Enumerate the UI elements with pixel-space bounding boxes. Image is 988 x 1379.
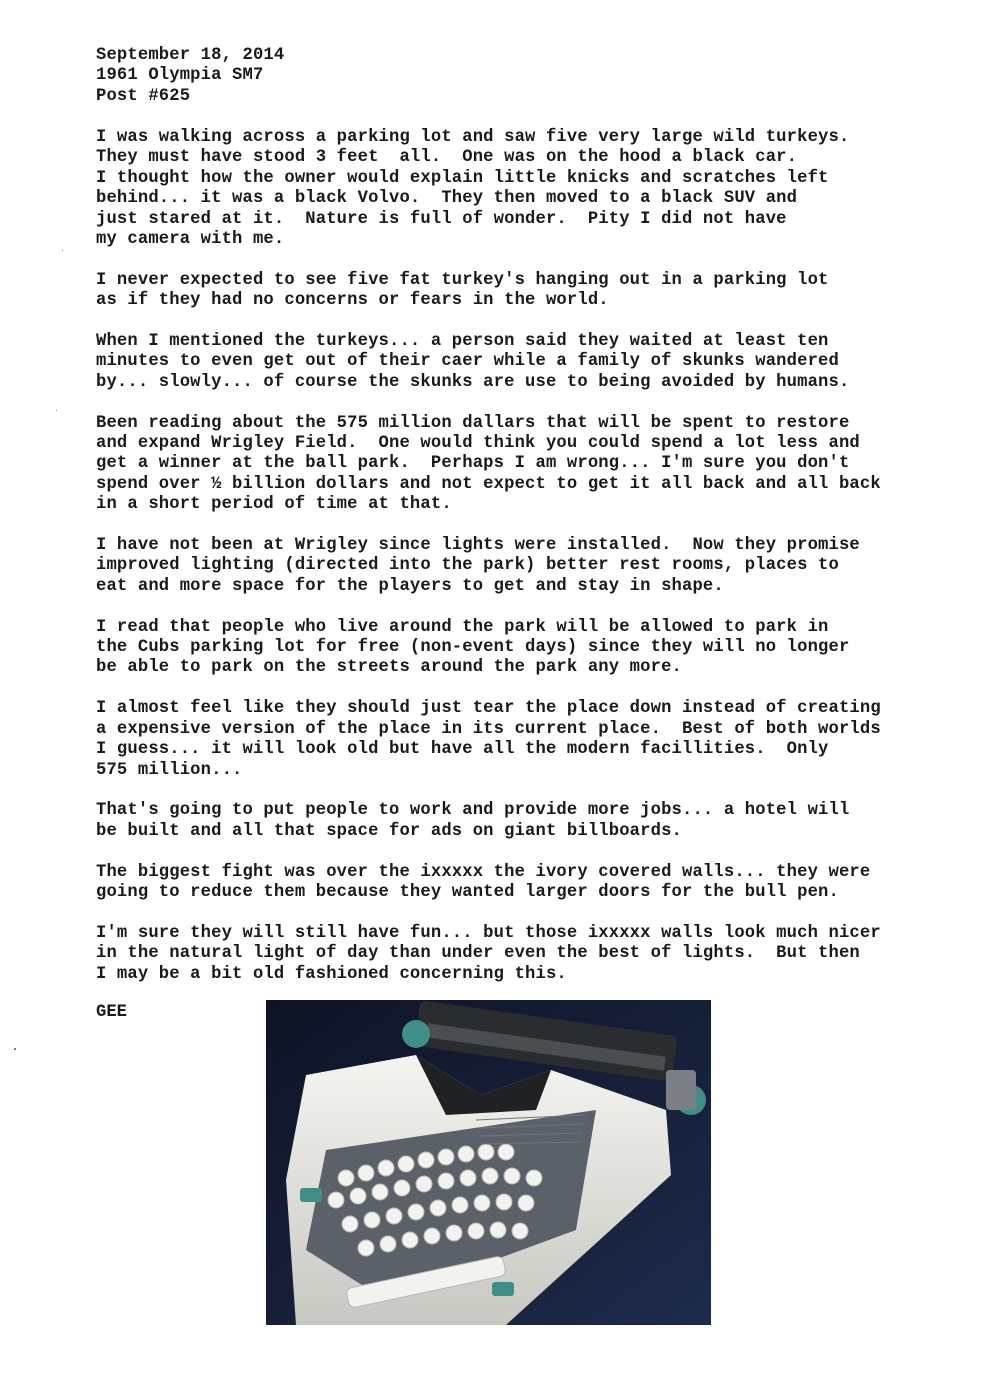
- text-line: I'm sure they will still have fun... but those ixxxxx walls look much nicer: [96, 923, 881, 943]
- text-line: The biggest fight was over the ixxxxx the ivory covered walls... they were: [96, 862, 871, 882]
- text-line: be built and all that space for ads on giant billboards.: [96, 821, 682, 841]
- text-line: as if they had no concerns or fears in the world.: [96, 291, 609, 311]
- text-line: in the natural light of day than under even the best of lights. But then: [96, 944, 860, 964]
- text-line: spend over ½ billion dollars and not expect to get it all back and all back: [96, 474, 881, 494]
- typewriter-photo: [266, 1000, 711, 1325]
- text-line: 575 million...: [96, 760, 243, 780]
- text-line: eat and more space for the players to get and stay in shape.: [96, 576, 724, 596]
- text-line: and expand Wrigley Field. One would think you could spend a lot less and: [96, 434, 860, 454]
- text-line: be able to park on the streets around the park any more.: [96, 658, 682, 678]
- text-line: They must have stood 3 feet all. One was on the hood a black car.: [96, 148, 798, 168]
- text-line: I have not been at Wrigley since lights were installed. Now they promise: [96, 536, 860, 556]
- text-line: a expensive version of the place in its current place. Best of both worlds: [96, 719, 881, 739]
- letter-paragraph: [96, 618, 956, 679]
- text-line: I was walking across a parking lot and saw five very large wild turkeys.: [96, 128, 850, 147]
- text-line: I read that people who live around the park will be allowed to park in: [96, 617, 829, 637]
- text-line: just stared at it. Nature is full of wonder. Pity I did not have: [96, 209, 787, 229]
- letter-paragraph: [96, 332, 956, 393]
- text-line: I guess... it will look old but have all the modern facillities. Only: [96, 740, 829, 760]
- text-line: When I mentioned the turkeys... a person said they waited at least ten: [96, 332, 829, 352]
- text-line: I may be a bit old fashioned concerning this.: [96, 964, 567, 984]
- text-line: behind... it was a black Volvo. They then moved to a black SUV and: [96, 189, 798, 209]
- text-line: going to reduce them because they wanted larger doors for the bull pen.: [96, 882, 839, 902]
- text-line: minutes to even get out of their caer while a family of skunks wandered: [96, 352, 839, 372]
- paper-speck: [56, 410, 57, 411]
- letter-paragraph: [96, 128, 956, 250]
- text-line: I thought how the owner would explain little knicks and scratches left: [96, 168, 829, 188]
- letter-paragraph: [96, 271, 956, 312]
- header-date: September 18, 2014: [96, 46, 285, 65]
- typewriter-illustration: [266, 1000, 711, 1325]
- letter-paragraph: [96, 924, 956, 985]
- paper-speck: [14, 1048, 16, 1050]
- letter-header: [96, 46, 284, 107]
- letter-paragraph: [96, 801, 956, 842]
- paper-speck: [62, 250, 63, 251]
- header-typewriter: 1961 Olympia SM7: [96, 66, 264, 86]
- text-line: That's going to put people to work and provide more jobs... a hotel will: [96, 801, 850, 821]
- text-line: I never expected to see five fat turkey's hanging out in a parking lot: [96, 270, 829, 290]
- text-line: get a winner at the ball park. Perhaps I am wrong... I'm sure you don't: [96, 454, 850, 474]
- letter-paragraph: [96, 699, 956, 781]
- text-line: I almost feel like they should just tear the place down instead of creating: [96, 699, 881, 719]
- letter-paragraph: [96, 414, 956, 516]
- text-line: by... slowly... of course the skunks are use to being avoided by humans.: [96, 372, 850, 392]
- text-line: improved lighting (directed into the park) better rest rooms, places to: [96, 556, 839, 576]
- text-line: Been reading about the 575 million dallars that will be spent to restore: [96, 413, 850, 433]
- text-line: in a short period of time at that.: [96, 495, 452, 515]
- letter-paragraph: [96, 863, 956, 904]
- signature: GEE: [96, 1003, 127, 1022]
- letter-body: [96, 128, 956, 1005]
- header-post-number: Post #625: [96, 86, 191, 106]
- text-line: the Cubs parking lot for free (non-event days) since they will no longer: [96, 638, 850, 658]
- letter-paragraph: [96, 536, 956, 597]
- text-line: my camera with me.: [96, 230, 285, 250]
